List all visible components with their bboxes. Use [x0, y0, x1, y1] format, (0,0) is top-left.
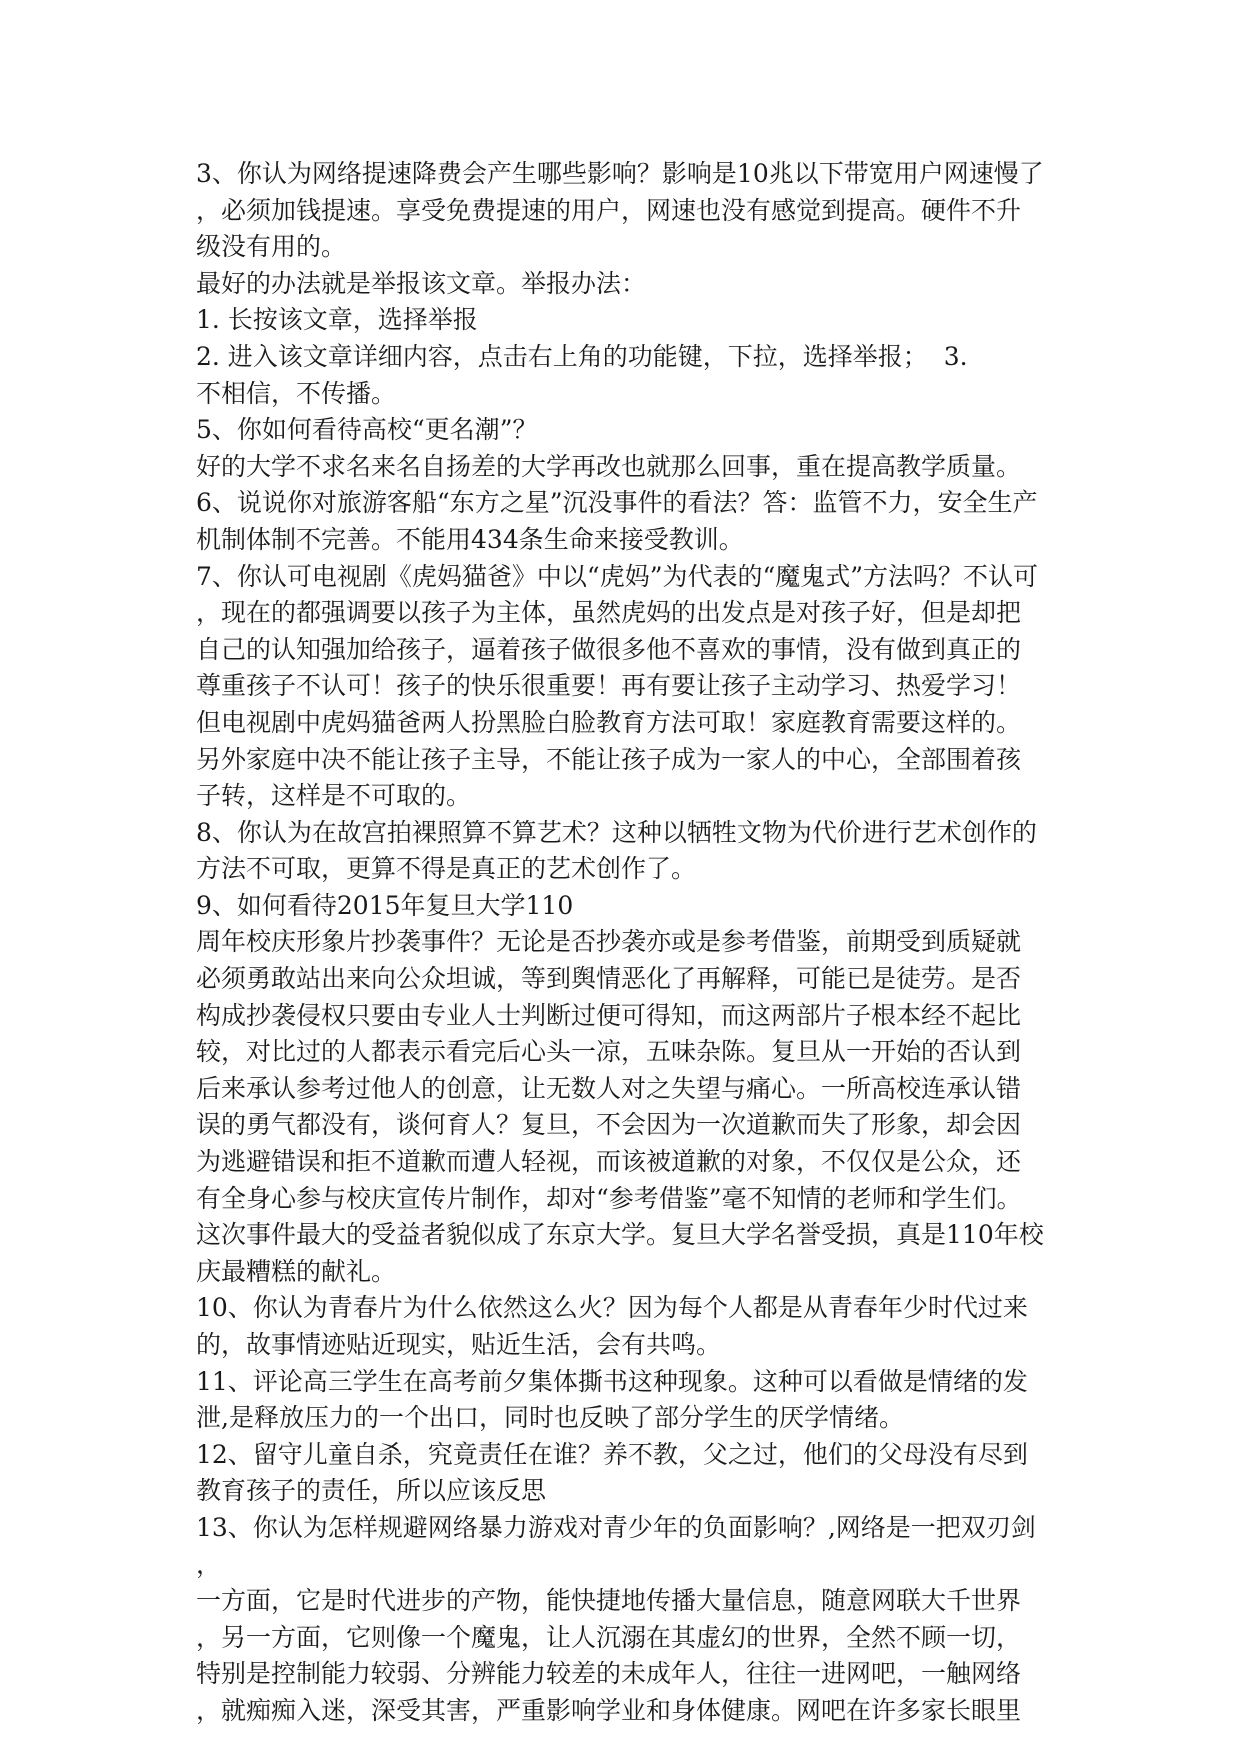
- text-line: 后来承认参考过他人的创意，让无数人对之失望与痛心。一所高校连承认错: [196, 1073, 1022, 1103]
- document-body: [196, 156, 1056, 1730]
- text-line: 的，故事情迹贴近现实，贴近生活，会有共鸣。: [196, 1330, 722, 1359]
- text-line: 12、留守儿童自杀，究竟责任在谁？养不教，父之过，他们的父母没有尽到: [196, 1439, 1028, 1469]
- text-line: 11、评论高三学生在高考前夕集体撕书这种现象。这种可以看做是情绪的发: [196, 1366, 1028, 1396]
- text-line: 特别是控制能力较弱、分辨能力较差的未成年人，往往一进网吧，一触网络: [196, 1659, 1022, 1689]
- text-line: 3、你认为网络提速降费会产生哪些影响？影响是10兆以下带宽用户网速慢了: [196, 159, 1044, 188]
- text-line: 10、你认为青春片为什么依然这么火？因为每个人都是从青春年少时代过来: [196, 1293, 1028, 1323]
- text-line: 最好的办法就是举报该文章。举报办法：: [196, 268, 647, 298]
- text-line: 另外家庭中决不能让孩子主导，不能让孩子成为一家人的中心，全部围着孩: [196, 744, 1022, 774]
- text-line: 不相信，不传播。: [196, 378, 397, 408]
- text-line: 必须勇敢站出来向公众坦诚，等到舆情恶化了再解释，可能已是徒劳。是否: [196, 964, 1022, 994]
- text-line: ，另一方面，它则像一个魔鬼，让人沉溺在其虚幻的世界，全然不顾一切，: [196, 1622, 1022, 1652]
- text-line: 为逃避错误和拒不道歉而遭人轻视，而该被道歉的对象，不仅仅是公众，还: [196, 1147, 1022, 1177]
- text-line: 13、你认为怎样规避网络暴力游戏对青少年的负面影响？,网络是一把双刃剑: [196, 1512, 1036, 1542]
- text-line: 教育孩子的责任，所以应该反思: [196, 1476, 547, 1506]
- text-line: 2. 进入该文章详细内容，点击右上角的功能键，下拉，选择举报； 3.: [196, 341, 968, 371]
- text-line: 周年校庆形象片抄袭事件？无论是否抄袭亦或是参考借鉴，前期受到质疑就: [196, 927, 1022, 957]
- text-line: 泄,是释放压力的一个出口，同时也反映了部分学生的厌学情绪。: [196, 1403, 904, 1433]
- text-line: 构成抄袭侵权只要由专业人士判断过便可得知，而这两部片子根本经不起比: [196, 1000, 1022, 1030]
- text-line: 6、说说你对旅游客船“东方之星”沉没事件的看法？答：监管不力，安全生产: [196, 488, 1038, 518]
- text-line: 庆最糟糕的献礼。: [196, 1256, 397, 1286]
- text-line: 自己的认知强加给孩子，逼着孩子做很多他不喜欢的事情，没有做到真正的: [196, 634, 1022, 664]
- text-line: 误的勇气都没有，谈何育人？复旦，不会因为一次道歉而失了形象，却会因: [196, 1110, 1022, 1140]
- text-line: ，现在的都强调要以孩子为主体，虽然虎妈的出发点是对孩子好，但是却把: [196, 598, 1022, 628]
- text-line: ，就痴痴入迷，深受其害，严重影响学业和身体健康。网吧在许多家长眼里: [196, 1695, 1022, 1725]
- text-line: 较，对比过的人都表示看完后心头一凉，五味杂陈。复旦从一开始的否认到: [196, 1037, 1022, 1067]
- text-line: 一方面，它是时代进步的产物，能快捷地传播大量信息，随意网联大千世界: [196, 1586, 1022, 1616]
- text-line: 这次事件最大的受益者貌似成了东京大学。复旦大学名誉受损，真是110年校: [196, 1220, 1044, 1250]
- text-line: 子转，这样是不可取的。: [196, 781, 472, 811]
- text-line: 方法不可取，更算不得是真正的艺术创作了。: [196, 854, 697, 884]
- text-line: 机制体制不完善。不能用434条生命来接受教训。: [196, 524, 744, 554]
- text-line: 但电视剧中虎妈猫爸两人扮黑脸白脸教育方法可取！家庭教育需要这样的。: [196, 707, 1022, 737]
- text-line: 1. 长按该文章，选择举报: [196, 305, 478, 335]
- text-line: 级没有用的。: [196, 232, 347, 262]
- text-line: 9、如何看待2015年复旦大学110: [196, 890, 574, 920]
- text-line: ，必须加钱提速。享受免费提速的用户，网速也没有感觉到提高。硬件不升: [196, 195, 1022, 225]
- text-line: 8、你认为在故宫拍裸照算不算艺术？这种以牺牲文物为代价进行艺术创作的: [196, 817, 1037, 847]
- text-line: 好的大学不求名来名自扬差的大学再改也就那么回事，重在提高教学质量。: [196, 451, 1022, 481]
- text-line: 7、你认可电视剧《虎妈猫爸》中以“虎妈”为代表的“魔鬼式”方法吗？不认可: [196, 561, 1039, 591]
- text-line: ，: [196, 1549, 222, 1579]
- text-line: 有全身心参与校庆宣传片制作，却对“参考借鉴”毫不知情的老师和学生们。: [196, 1183, 1022, 1213]
- text-line: 5、你如何看待高校“更名潮”？: [196, 415, 538, 445]
- text-line: 尊重孩子不认可！孩子的快乐很重要！再有要让孩子主动学习、热爱学习！: [196, 671, 1022, 701]
